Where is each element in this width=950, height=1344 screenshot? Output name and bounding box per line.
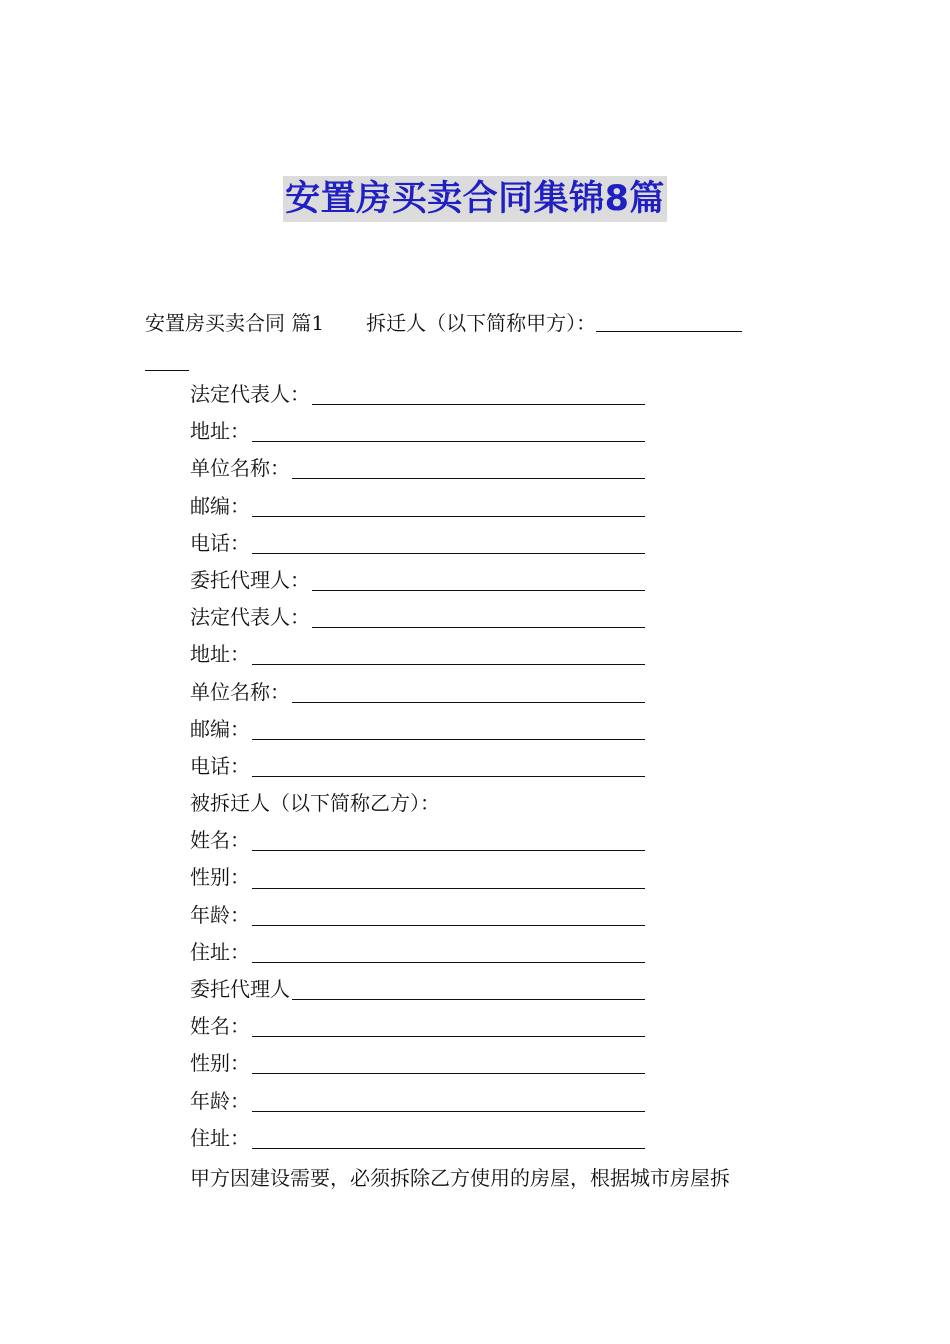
field-label: 被拆迁人（以下简称乙方）： (190, 791, 440, 816)
field-blank-line (252, 1128, 645, 1149)
form-field (190, 376, 810, 413)
document-title: 安置房买卖合同集锦8篇 (283, 176, 667, 222)
party-a-label: 拆迁人（以下简称甲方）： (366, 311, 597, 335)
field-label: 地址： (190, 419, 250, 444)
field-blank-line (252, 868, 645, 889)
field-label: 姓名： (190, 1014, 250, 1039)
field-blank-line (252, 533, 645, 554)
field-label: 单位名称： (190, 456, 290, 481)
form-field (190, 599, 810, 636)
form-field (190, 525, 810, 562)
field-label: 性别： (190, 865, 250, 890)
form-field (190, 748, 810, 785)
field-label: 邮编： (190, 716, 250, 741)
field-label: 住址： (190, 1125, 250, 1150)
field-blank-line (292, 979, 645, 1000)
form-field (190, 1120, 810, 1157)
first-line (145, 305, 810, 341)
form-field (190, 1083, 810, 1120)
field-blank-line (252, 421, 645, 442)
form-field (190, 859, 810, 896)
form-field (190, 674, 810, 711)
form-field (190, 971, 810, 1008)
field-blank-line (252, 830, 645, 851)
field-blank-line (312, 570, 645, 591)
field-blank-line (252, 496, 645, 517)
field-label: 住址： (190, 939, 250, 964)
field-blank-line (252, 1016, 645, 1037)
field-label: 委托代理人： (190, 567, 310, 592)
field-label: 电话： (190, 530, 250, 555)
form-field (190, 711, 810, 748)
form-field (190, 897, 810, 934)
field-blank-line (252, 1091, 645, 1112)
form-fields (190, 376, 810, 1157)
field-label: 邮编： (190, 493, 250, 518)
form-field (190, 785, 810, 822)
field-label: 姓名： (190, 828, 250, 853)
field-blank-line (312, 607, 645, 628)
field-blank-line (252, 756, 645, 777)
form-field (190, 450, 810, 487)
field-label: 地址： (190, 642, 250, 667)
form-field (190, 1045, 810, 1082)
field-blank-line (312, 384, 645, 405)
field-blank-line (292, 682, 645, 703)
field-blank-line (252, 942, 645, 963)
form-field (190, 562, 810, 599)
field-blank-line (252, 644, 645, 665)
field-label: 委托代理人 (190, 977, 290, 1001)
field-label: 年龄： (190, 902, 250, 927)
field-label: 电话： (190, 753, 250, 778)
party-a-blank-continued (145, 348, 189, 371)
field-label: 单位名称： (190, 679, 290, 704)
form-field (190, 636, 810, 673)
form-field (190, 822, 810, 859)
field-label: 性别： (190, 1051, 250, 1076)
closing-paragraph: 甲方因建设需要，必须拆除乙方使用的房屋，根据城市房屋拆 (190, 1166, 730, 1190)
section-label: 安置房买卖合同 篇1 (145, 311, 325, 335)
field-label: 年龄： (190, 1088, 250, 1113)
field-blank-line (292, 458, 645, 479)
field-blank-line (252, 719, 645, 740)
form-field (190, 413, 810, 450)
form-field (190, 934, 810, 971)
title-container (0, 176, 950, 222)
field-blank-line (252, 905, 645, 926)
field-label: 法定代表人： (190, 382, 310, 406)
field-blank-line (252, 1053, 645, 1074)
field-label: 法定代表人： (190, 605, 310, 630)
form-field (190, 488, 810, 525)
form-field (190, 1008, 810, 1045)
party-a-blank (596, 309, 742, 332)
